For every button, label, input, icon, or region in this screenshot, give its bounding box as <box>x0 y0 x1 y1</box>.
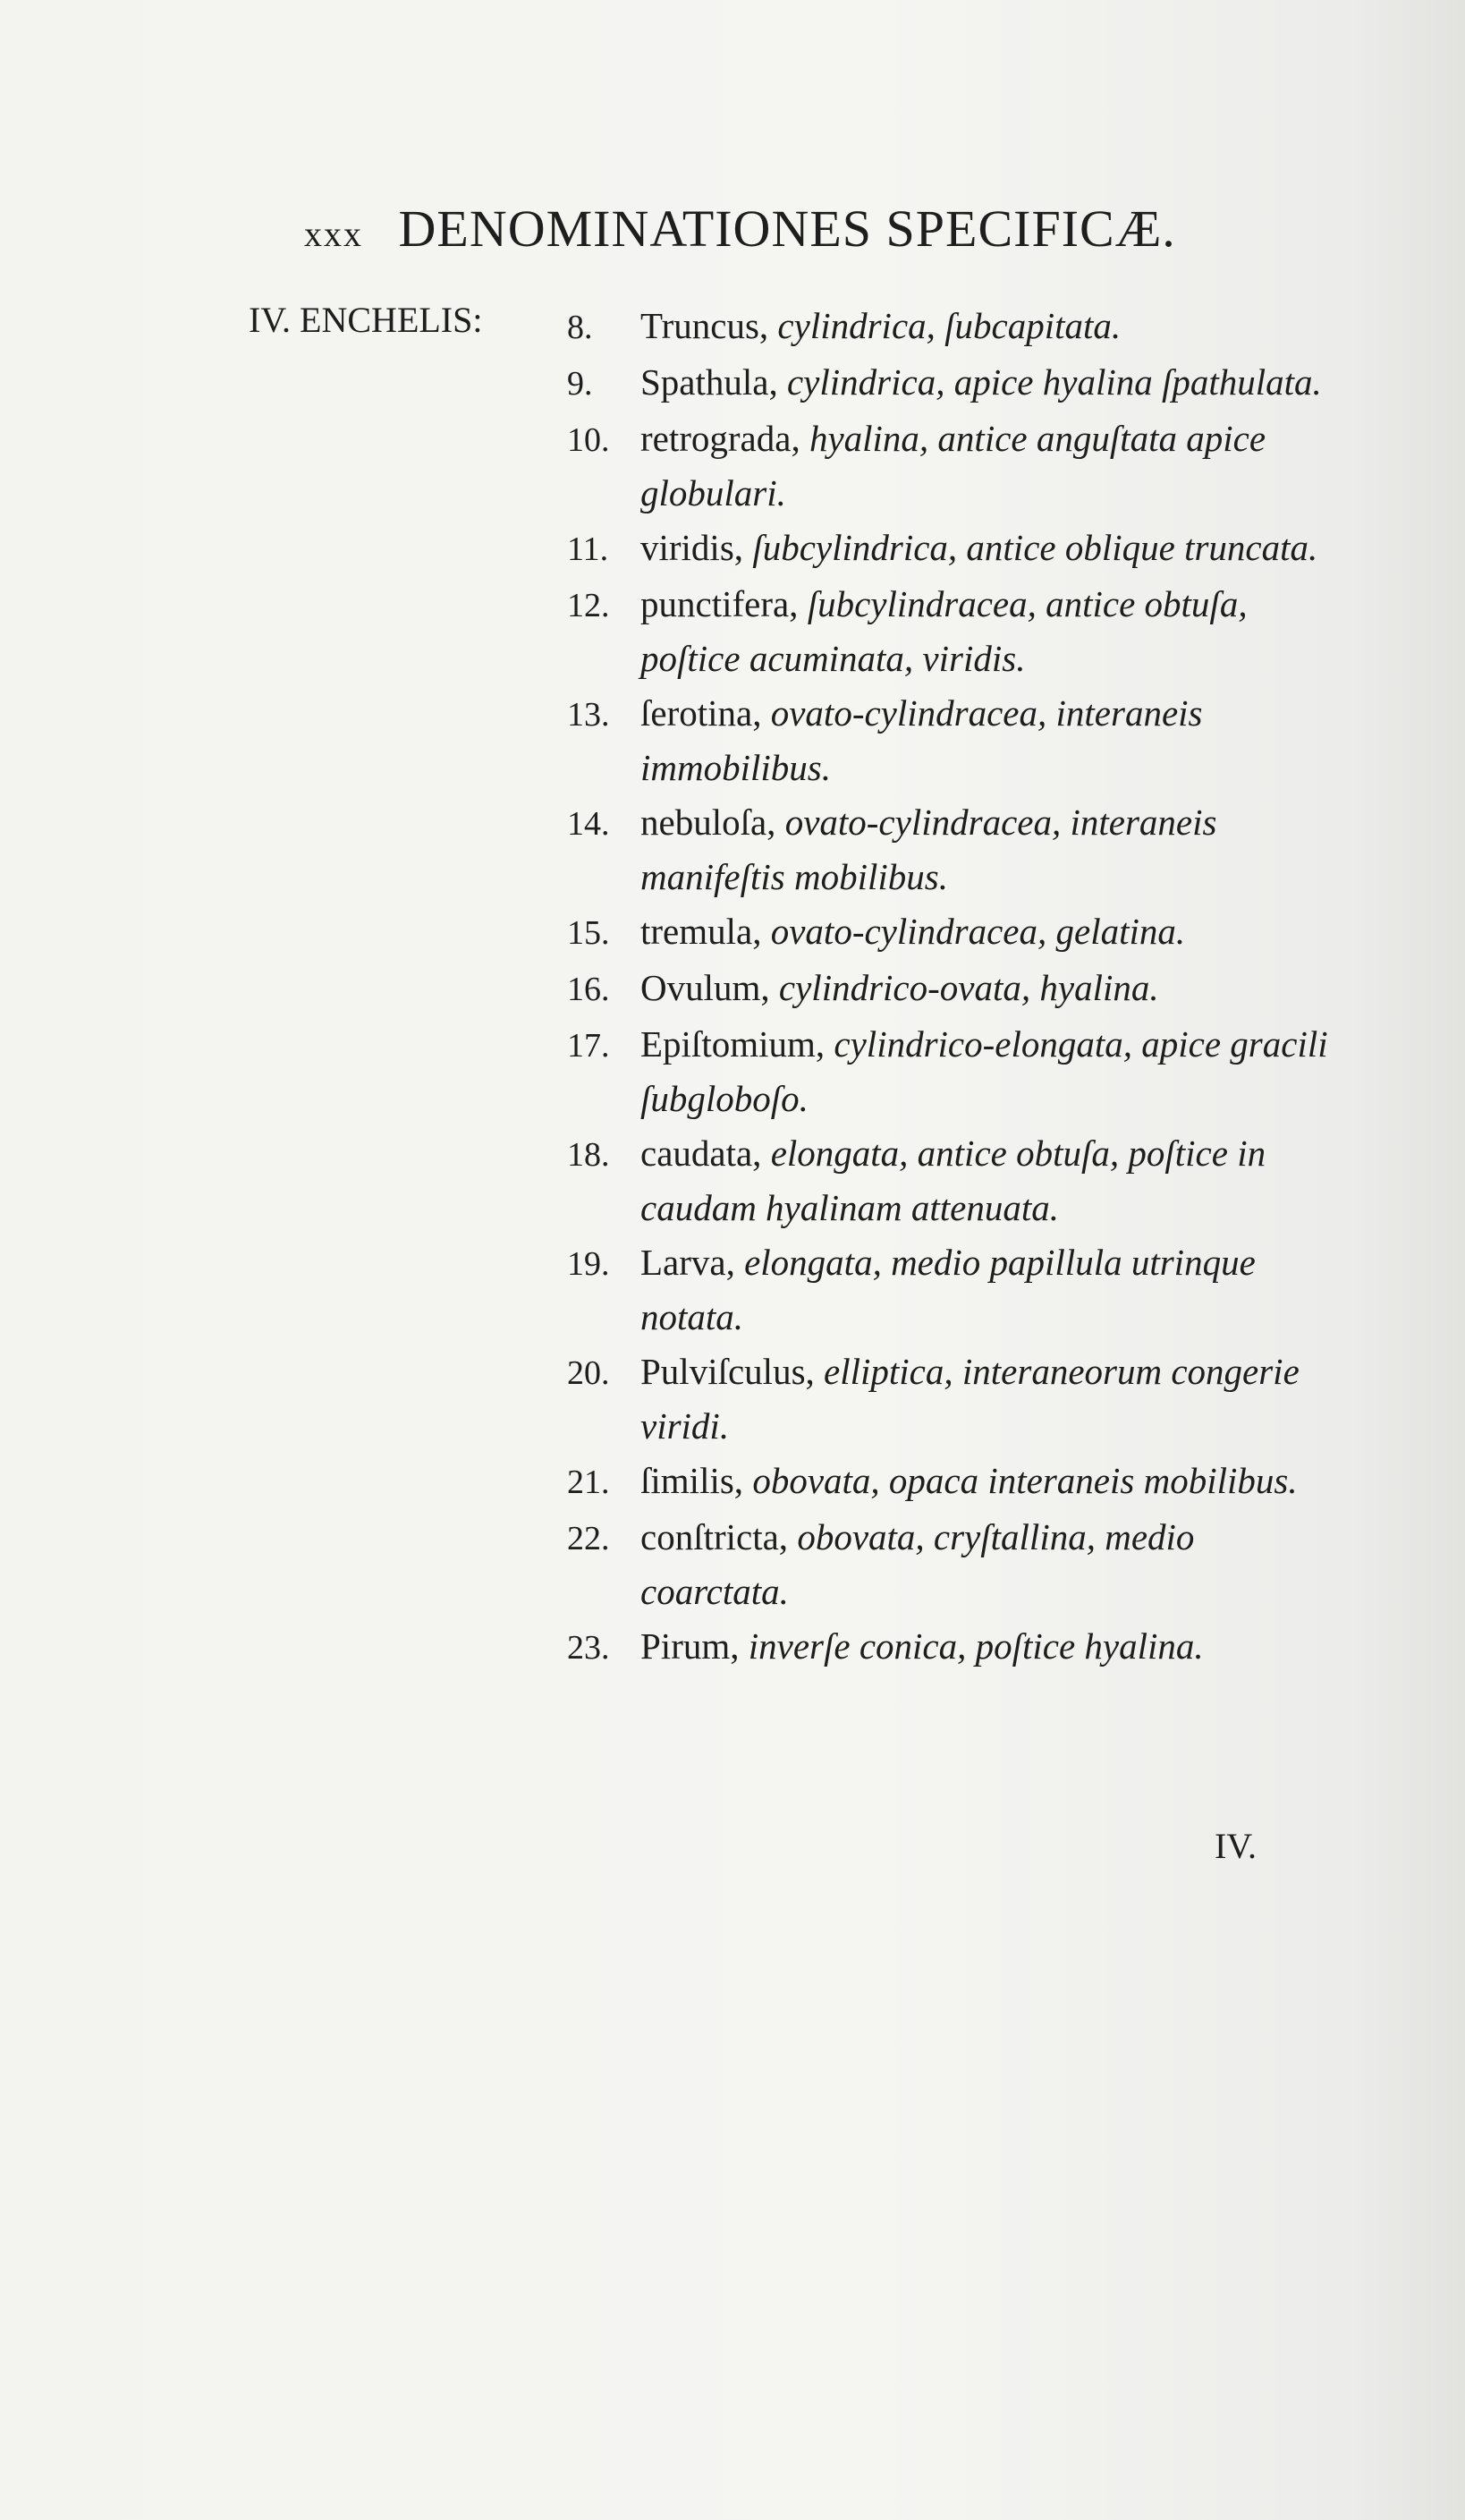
species-description: inverſe conica, poſtice hyalina. <box>748 1625 1204 1667</box>
species-description: hyalina, antice anguſtata apice globulari. <box>640 418 1266 513</box>
entry-number: 13. <box>567 696 610 734</box>
species-name: Truncus, <box>640 305 769 346</box>
list-item <box>567 521 1336 577</box>
entry-number: 19. <box>567 1245 610 1283</box>
list-item <box>567 1126 1336 1235</box>
species-description: cylindrico-ovata, hyalina. <box>778 967 1159 1008</box>
species-name: retrograda, <box>640 418 800 459</box>
species-description: elongata, antice obtuſa, poſtice in caudam hyalinam attenuata. <box>640 1133 1266 1228</box>
list-item <box>567 412 1336 521</box>
species-name: ſimilis, <box>640 1460 744 1501</box>
species-name: viridis, <box>640 527 744 568</box>
species-description: cylindrica, ſubcapitata. <box>777 305 1122 346</box>
page-number: xxx <box>304 214 363 254</box>
species-name: Larva, <box>640 1242 735 1283</box>
list-item <box>567 299 1336 355</box>
list-item <box>567 1510 1336 1619</box>
list-item <box>567 686 1336 795</box>
species-name: Ovulum, <box>640 967 770 1008</box>
entry-number: 21. <box>567 1464 610 1501</box>
list-item <box>567 904 1336 961</box>
page-title: DENOMINATIONES SPECIFICÆ. <box>398 199 1176 258</box>
entry-number: 15. <box>567 914 610 952</box>
species-description: ſubcylindrica, antice oblique truncata. <box>752 527 1318 568</box>
species-description: elongata, medio papillula utrinque notata. <box>640 1242 1256 1337</box>
species-description: cylindrica, apice hyalina ſpathulata. <box>786 361 1322 403</box>
species-description: ovato-cylindracea, interaneis immobilibus. <box>640 692 1203 788</box>
species-description: ovato-cylindracea, gelatina. <box>770 911 1186 952</box>
list-item <box>567 1235 1336 1345</box>
species-name: punctifera, <box>640 583 799 624</box>
species-description: obovata, opaca interaneis mobilibus. <box>752 1460 1298 1501</box>
list-item <box>567 795 1336 904</box>
entry-number: 22. <box>567 1520 610 1557</box>
entry-number: 23. <box>567 1629 610 1667</box>
list-item <box>567 1619 1336 1676</box>
catchword: IV. <box>1215 1826 1258 1866</box>
list-item <box>567 1017 1336 1126</box>
list-item <box>567 1345 1336 1454</box>
running-header <box>304 199 1176 259</box>
species-name: tremula, <box>640 911 762 952</box>
species-name: Spathula, <box>640 361 778 403</box>
species-description: ovato-cylindracea, interaneis manifeſtis mobilibus. <box>640 802 1217 897</box>
entry-number: 11. <box>567 530 609 568</box>
list-item <box>567 961 1336 1017</box>
entry-number: 18. <box>567 1136 610 1174</box>
species-list <box>567 299 1336 1676</box>
list-item <box>567 355 1336 412</box>
entry-number: 16. <box>567 971 610 1008</box>
entry-number: 17. <box>567 1027 610 1065</box>
species-description: elliptica, interaneorum congerie viridi. <box>640 1351 1300 1447</box>
list-item <box>567 577 1336 686</box>
species-description: cylindrico-elongata, apice gracili ſubgloboſo. <box>640 1023 1328 1119</box>
entry-number: 10. <box>567 421 610 459</box>
species-description: obovata, cryſtallina, medio coarctata. <box>640 1516 1195 1612</box>
section-label: IV. ENCHELIS: <box>249 300 483 340</box>
species-name: Pirum, <box>640 1625 740 1667</box>
entry-number: 20. <box>567 1354 610 1392</box>
species-name: ſerotina, <box>640 692 762 734</box>
entry-number: 12. <box>567 587 610 624</box>
entry-number: 8. <box>567 309 593 346</box>
entry-number: 9. <box>567 365 593 403</box>
species-name: conſtricta, <box>640 1516 789 1557</box>
species-description: ſubcylindracea, antice obtuſa, poſtice acuminata, viridis. <box>640 583 1248 679</box>
entry-number: 14. <box>567 805 610 843</box>
list-item <box>567 1454 1336 1510</box>
species-name: caudata, <box>640 1133 762 1174</box>
species-name: nebuloſa, <box>640 802 776 843</box>
species-name: Epiſtomium, <box>640 1023 826 1065</box>
species-name: Pulviſculus, <box>640 1351 815 1392</box>
